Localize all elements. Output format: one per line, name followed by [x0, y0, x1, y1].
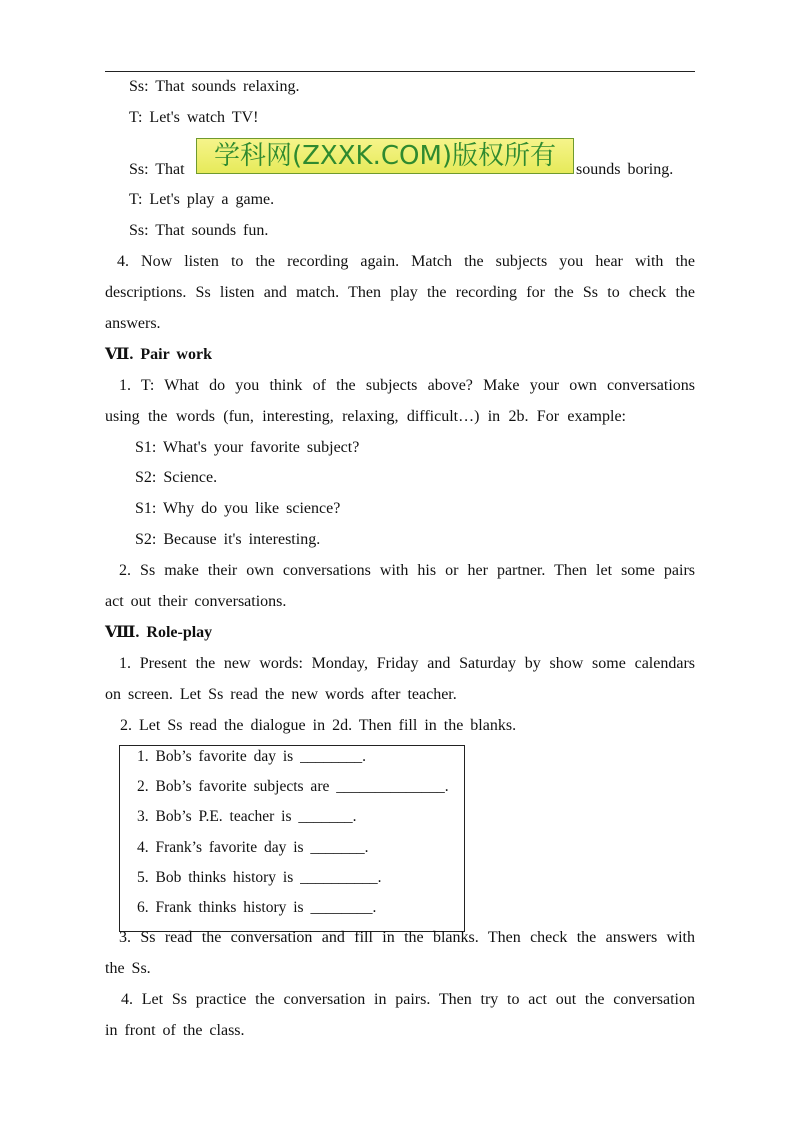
section-heading: Ⅶ. Pair work: [105, 346, 212, 363]
copyright-watermark: 学科网(ZXXK.COM)版权所有: [196, 138, 574, 174]
header-rule: [105, 71, 695, 72]
dialogue-line: Ss: That: [129, 161, 185, 178]
blank-item: 5. Bob thinks history is __________.: [137, 869, 382, 886]
dialogue-line: T: Let's play a game.: [129, 191, 275, 208]
dialogue-line: T: Let's watch TV!: [129, 109, 259, 126]
example-line: S2: Science.: [135, 469, 218, 486]
blank-item: 4. Frank’s favorite day is _______.: [137, 839, 369, 856]
paragraph-line: 4. Now listen to the recording again. Match the subjects you hear with the: [117, 253, 695, 270]
dialogue-line: sounds boring.: [576, 161, 674, 178]
paragraph-line: on screen. Let Ss read the new words after teacher.: [105, 686, 457, 703]
paragraph-line: 3. Ss read the conversation and fill in the blanks. Then check the answers with: [119, 929, 695, 946]
example-line: S2: Because it's interesting.: [135, 531, 321, 548]
blank-item: 1. Bob’s favorite day is ________.: [137, 748, 366, 765]
paragraph-line: 4. Let Ss practice the conversation in pairs. Then try to act out the conversation: [121, 991, 695, 1008]
paragraph-line: 1. Present the new words: Monday, Friday and Saturday by show some calendars: [119, 655, 695, 672]
paragraph-line: descriptions. Ss listen and match. Then play the recording for the Ss to check the: [105, 284, 695, 301]
dialogue-line: Ss: That sounds relaxing.: [129, 78, 300, 95]
paragraph-line: 1. T: What do you think of the subjects above? Make your own conversations: [119, 377, 695, 394]
paragraph-line: answers.: [105, 315, 161, 332]
paragraph-line: act out their conversations.: [105, 593, 287, 610]
paragraph-line: 2. Let Ss read the dialogue in 2d. Then fill in the blanks.: [120, 717, 517, 734]
dialogue-line: Ss: That sounds fun.: [129, 222, 269, 239]
example-line: S1: Why do you like science?: [135, 500, 341, 517]
paragraph-line: using the words (fun, interesting, relaxing, difficult…) in 2b. For example:: [105, 408, 626, 425]
blank-item: 2. Bob’s favorite subjects are ______________.: [137, 778, 449, 795]
paragraph-line: the Ss.: [105, 960, 151, 977]
blank-item: 6. Frank thinks history is ________.: [137, 899, 377, 916]
paragraph-line: in front of the class.: [105, 1022, 245, 1039]
paragraph-line: 2. Ss make their own conversations with his or her partner. Then let some pairs: [119, 562, 695, 579]
blank-item: 3. Bob’s P.E. teacher is _______.: [137, 808, 357, 825]
section-heading: Ⅷ. Role-play: [105, 624, 213, 641]
example-line: S1: What's your favorite subject?: [135, 439, 360, 456]
